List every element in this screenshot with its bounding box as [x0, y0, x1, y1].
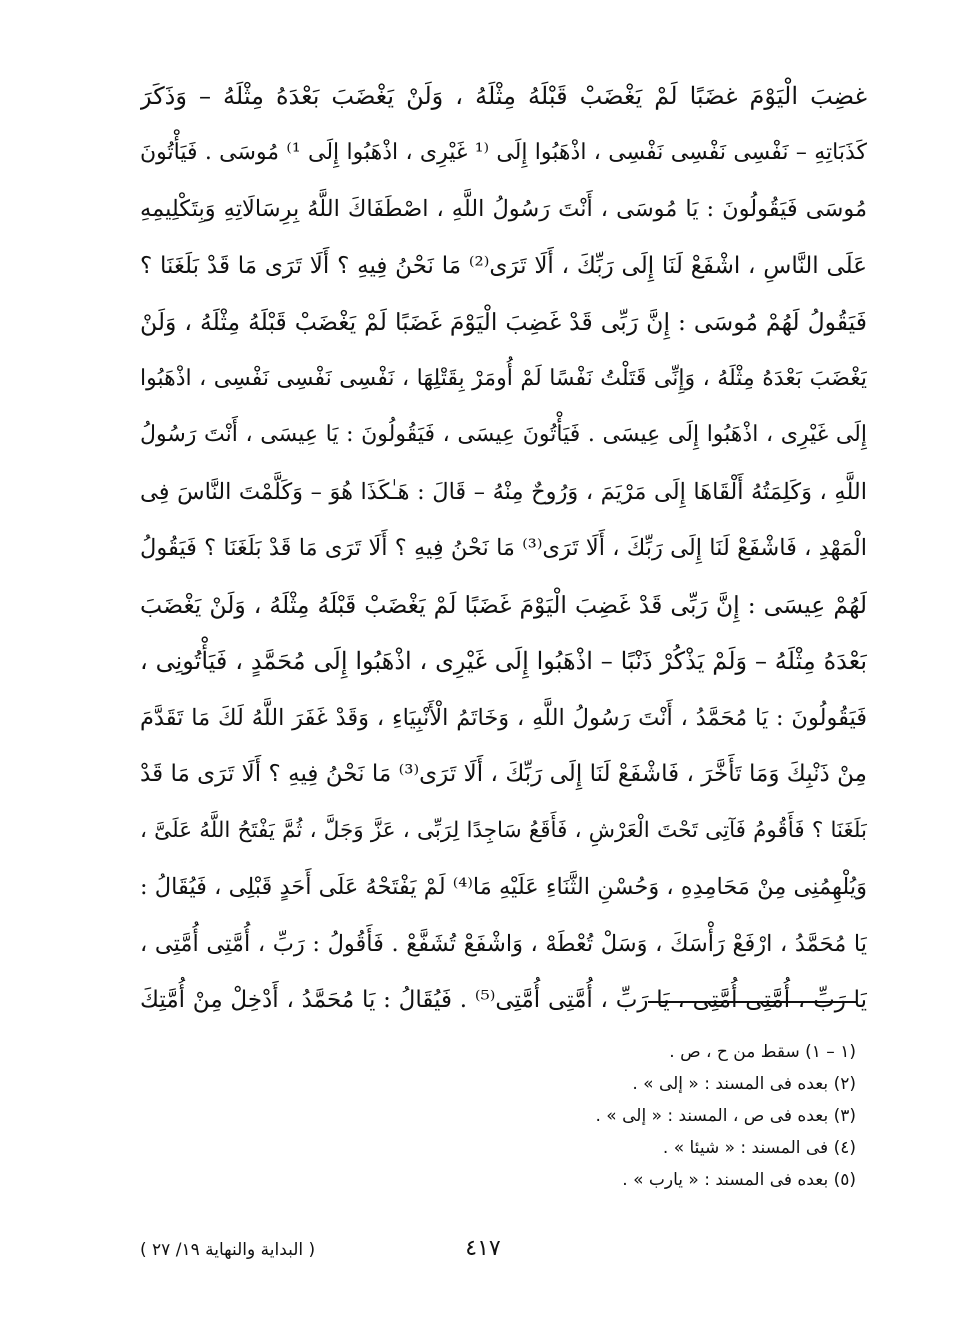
footnote-divider [648, 1001, 856, 1003]
page-number: ٤١٧ [465, 1236, 501, 1261]
text-line: اللَّهِ ، وَكَلِمَتُهُ أَلْقَاهَا إِلَى مَرْيَمَ ، وَرُوحٌ مِنْهُ – قَالَ : هَـٰكَذَا هُوَ – وَكَلَّمْتَ النَّاسَ فِى [140, 478, 867, 505]
main-text [140, 68, 867, 1029]
text-line: الْمَهْدِ ، فَاشْفَعْ لَنَا إِلَى رَبِّكَ ، أَلَا تَرَى⁽³⁾ مَا نَحْنُ فِيهِ ؟ أَلَا تَرَى مَا قَدْ بَلَغَنَا ؟ فَيَقُولُ [140, 535, 867, 561]
text-line: كَذَبَاتِهِ – نَفْسِى نَفْسِى نَفْسِى ، اذْهَبُوا إِلَى ⁽¹ غَيْرِى ، اذْهَبُوا إِلَى ¹⁾ مُوسَى . فَيَأْتُونَ [140, 139, 867, 165]
text-line: يَغْضَبَ بَعْدَهُ مِثْلَهُ ، وَإِنِّى قَتَلْتُ نَفْسًا لَمْ أُومَرْ بِقَتْلِهَا ، نَفْسِى نَفْسِى نَفْسِى ، اذْهَبُوا [140, 365, 867, 391]
text-line: يَا مُحَمَّدُ ، ارْفَعْ رَأْسَكَ ، وَسَلْ تُعْطَهْ ، وَاشْفَعْ تُشَفَّعْ . فَأَقُولُ : رَبِّ ، أُمَّتِى أُمَّتِى ، [140, 930, 867, 957]
footnote-4: (٤) فى المسند : « شيئا » . [662, 1138, 856, 1158]
footnote-1: (١ – ١) سقط من ح ، ص . [669, 1042, 856, 1062]
footnote-5: (٥) بعده فى المسند : « يارب » . [622, 1170, 856, 1190]
text-line: وَيُلْهِمُنِى مِنْ مَحَامِدِهِ ، وَحُسْنِ الثَّنَاءِ عَلَيْهِ مَا⁽⁴⁾ لَمْ يَفْتَحْهُ عَلَى أَحَدٍ قَبْلِى ، فَيُقَالُ : [140, 874, 867, 900]
text-line: إِلَى غَيْرِى ، اذْهَبُوا إِلَى عِيسَى . فَيَأْتُونَ عِيسَى ، فَيَقُولُونَ : يَا عِيسَى ، أَنْتَ رَسُولُ [140, 422, 867, 447]
text-line: يَا رَبِّ ، أُمَّتِى أُمَّتِى ، يَا رَبِّ ، أُمَّتِى أُمَّتِى⁽⁵⁾ . فَيُقَالُ : يَا مُحَمَّدُ ، أَدْخِلْ مِنْ أُمَّتِكَ [140, 987, 867, 1013]
footnotes [420, 1036, 856, 1196]
text-line: عَلَى النَّاسِ ، اشْفَعْ لَنَا إِلَى رَبِّكَ ، أَلَا تَرَى⁽²⁾ مَا نَحْنُ فِيهِ ؟ أَلَا تَرَى مَا قَدْ بَلَغَنَا ؟ [140, 252, 867, 279]
text-line: مُوسَى فَيَقُولُونَ : يَا مُوسَى ، أَنْتَ رَسُولُ اللَّهِ ، اصْطَفَاكَ اللَّهُ بِرِسَالَاتِهِ وَبِتَكْلِيمِهِ [140, 196, 867, 222]
text-line: مِنْ ذَنْبِكَ وَمَا تَأَخَّرَ ، فَاشْفَعْ لَنَا إِلَى رَبِّكَ ، أَلَا تَرَى⁽³⁾ مَا نَحْنُ فِيهِ ؟ أَلَا تَرَى مَا قَدْ [140, 761, 867, 787]
text-line: بَعْدَهُ مِثْلَهُ – وَلَمْ يَذْكُرْ ذَنْبًا – اذْهَبُوا إِلَى غَيْرِى ، اذْهَبُوا إِلَى مُحَمَّدٍ ، فَيَأْتُونِى ، [140, 647, 867, 675]
text-line: لَهُمْ عِيسَى : إِنَّ رَبِّى قَدْ غَضِبَ الْيَوْمَ غَضَبًا لَمْ يَغْضَبْ قَبْلَهُ مِثْلَهُ ، وَلَنْ يَغْضَبَ [140, 590, 867, 619]
text-line: فَيَقُولُونَ : يَا مُحَمَّدُ ، أَنْتَ رَسُولُ اللَّهِ ، وَخَاتَمُ الْأَنْبِيَاءِ ، وَقَدْ غَفَرَ اللَّهُ لَكَ مَا تَقَدَّمَ [140, 704, 867, 731]
source-reference: ( البداية والنهاية ١٩/ ٢٧ ) [140, 1240, 316, 1260]
text-line: بَلَغَنَا ؟ فَأَقُومُ فَآتِى تَحْتَ الْعَرْشِ ، فَأَقَعُ سَاجِدًا لِرَبِّى ، عَزَّ وَجَلَّ ، ثُمَّ يَفْتَحُ اللَّهُ عَلَىَّ ، [140, 817, 867, 843]
footnote-2: (٢) بعده فى المسند : « إلى » . [632, 1074, 856, 1094]
text-line: غضِبَ الْيَوْمَ غضَبًا لَمْ يَغْضَبْ قَبْلَهُ مِثْلَهُ ، وَلَنْ يَغْضَبَ بَعْدَهُ مِثْلَهُ – وَذَكَرَ [140, 82, 867, 110]
footnote-3: (٣) بعده فى ص ، المسند : « إلى » . [595, 1106, 856, 1126]
text-line: فَيَقُولُ لَهُمْ مُوسَى : إِنَّ رَبِّى قَدْ غَضِبَ الْيَوْمَ غَضَبًا لَمْ يَغْضَبْ قَبْلَهُ مِثْلَهُ ، وَلَنْ [140, 308, 867, 336]
